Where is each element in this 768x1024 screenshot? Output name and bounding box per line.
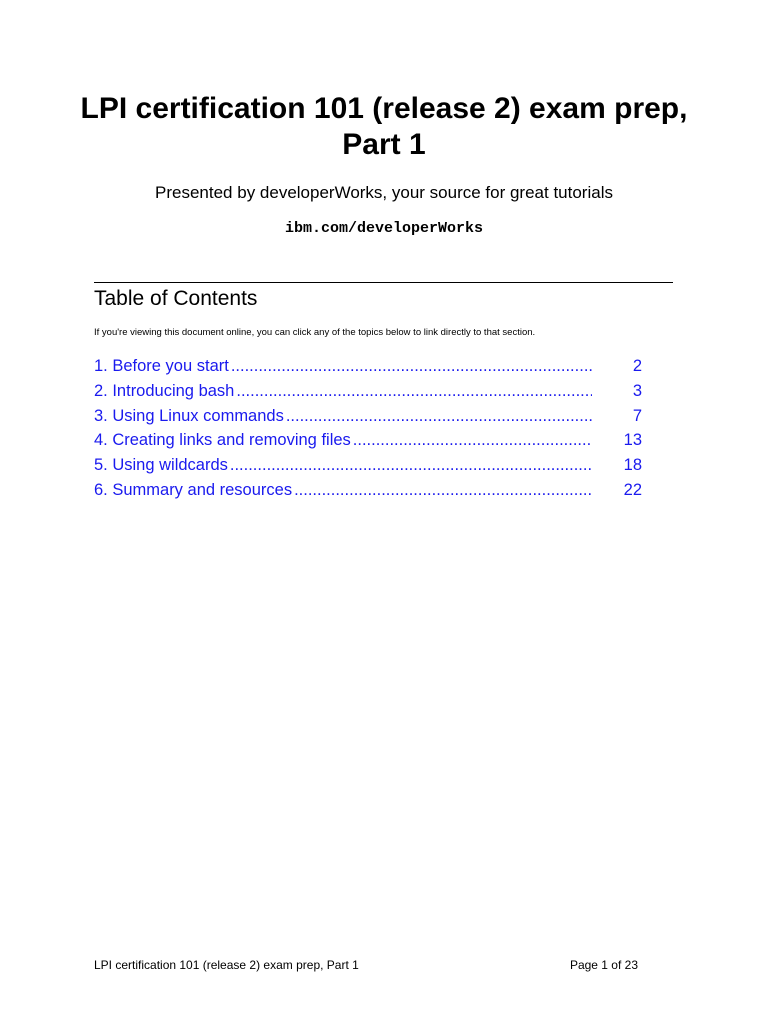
toc-leader-dots: [286, 404, 592, 429]
toc-item-label[interactable]: 5. Using wildcards: [94, 456, 228, 475]
footer-page-number: Page 1 of 23: [569, 958, 638, 972]
toc-note: If you're viewing this document online, you can click any of the topics below to link directly to that section.: [94, 327, 536, 338]
toc-item-before-you-start[interactable]: [94, 354, 654, 379]
toc-leader-dots: [236, 379, 592, 404]
toc-list: [94, 354, 654, 503]
document-subtitle: Presented by developerWorks, your source for great tutorials: [155, 183, 613, 202]
toc-leader-dots: [353, 428, 592, 453]
toc-item-page[interactable]: 22: [623, 480, 642, 499]
toc-heading: Table of Contents: [94, 287, 258, 310]
section-divider: [94, 282, 673, 283]
document-title: LPI certification 101 (release 2) exam prep, Part 1: [80, 92, 688, 161]
toc-item-page[interactable]: 7: [632, 406, 642, 425]
toc-leader-dots: [294, 478, 592, 503]
toc-item-label[interactable]: 1. Before you start: [94, 357, 229, 375]
site-url: ibm.com/developerWorks: [284, 220, 484, 237]
toc-item-summary-and-resources[interactable]: [94, 478, 654, 503]
toc-item-using-linux-commands[interactable]: [94, 404, 654, 429]
toc-leader-dots: [230, 453, 592, 478]
toc-item-label[interactable]: 6. Summary and resources: [94, 480, 293, 499]
footer-document-title: LPI certification 101 (release 2) exam prep, Part 1: [94, 958, 359, 972]
toc-item-creating-links[interactable]: [94, 428, 654, 453]
toc-item-page[interactable]: 2: [632, 357, 642, 375]
toc-item-page[interactable]: 18: [623, 456, 642, 475]
toc-item-using-wildcards[interactable]: [94, 453, 654, 478]
toc-item-introducing-bash[interactable]: [94, 379, 654, 404]
toc-item-page[interactable]: 13: [623, 431, 642, 450]
toc-leader-dots: [231, 354, 592, 379]
toc-item-label[interactable]: 3. Using Linux commands: [94, 406, 284, 425]
toc-item-label[interactable]: 2. Introducing bash: [94, 381, 235, 400]
toc-item-label[interactable]: 4. Creating links and removing files: [94, 431, 351, 450]
toc-item-page[interactable]: 3: [632, 381, 642, 400]
